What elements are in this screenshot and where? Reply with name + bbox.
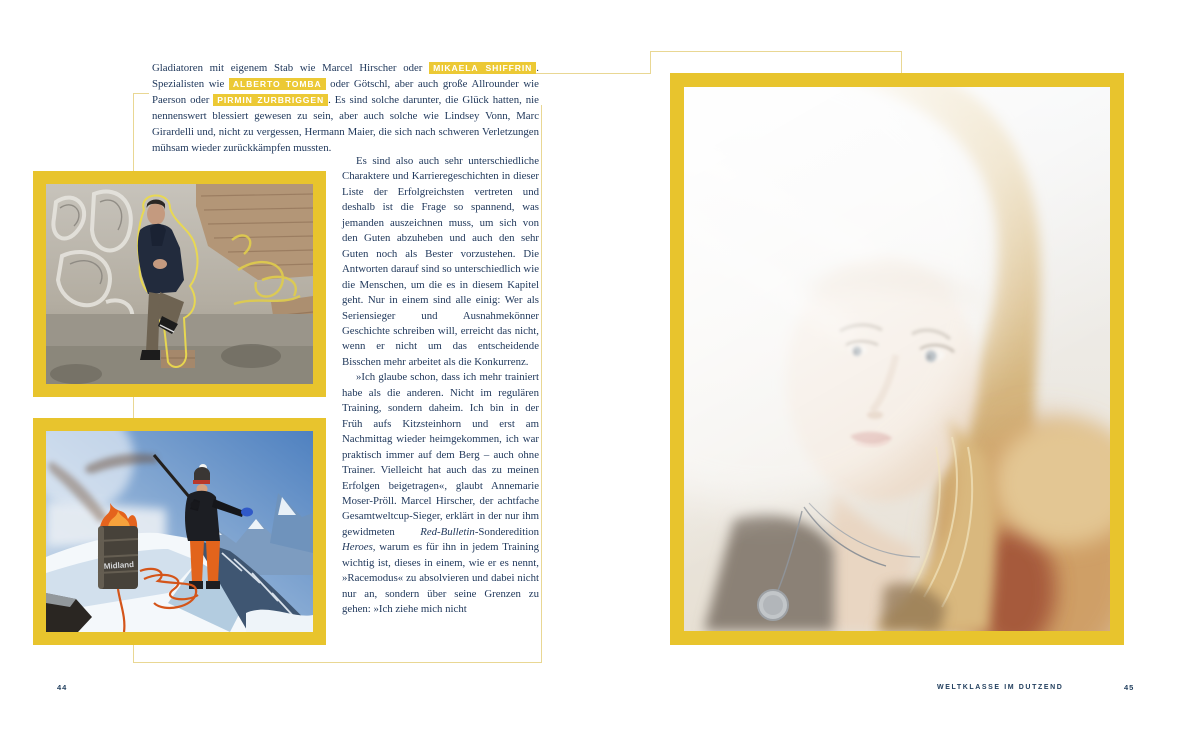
thin-line-bottom: [133, 662, 542, 663]
thin-line-column-vertical: [541, 105, 542, 663]
running-footer: WELTKLASSE IM DUTZEND: [937, 684, 1064, 691]
paragraph-characters: Es sind also auch sehr unterschiedliche Charaktere und Karrieregeschichten in dieser Liste der Erfolgreichsten vertreten und deshalb ist die Frage so spannend, was jemanden auszeichnen muss, um sich von den Guten abzuheben und auch den sehr Guten noch als Bester vorzustehen. Die Antworten darauf sind so unterschiedlich wie die Menschen, um die es in diesem Kapitel geht. Nur in einem sind alle einig: Wer als Seriensieger und Ausnahmekönner Geschichte schreiben will, erreicht das nicht, wenn er nicht um das entscheidende Bisschen mehr arbeitet als die Konkurrenz.: [342, 155, 539, 368]
body-text-column: [342, 154, 539, 618]
barrel-label: Midland: [103, 559, 135, 571]
thin-line-connector-c: [650, 51, 902, 52]
thin-line-left-tick: [133, 93, 149, 94]
blonde-portrait-illustration: [684, 87, 1110, 631]
thin-line-connector-d: [901, 51, 902, 74]
page-number-left: 44: [57, 683, 68, 692]
thin-line-connector-a: [525, 73, 651, 74]
intro-paragraph: Gladiatoren mit eigenem Stab wie Marcel Hirscher oder MIKAELA SHIFFRIN . Spezialisten wie ALBERTO TOMBA oder Götschl, aber auch große Allrounder wie Paerson oder PIRMIN ZURBRIGGEN . Es sind solche darunter, die Glück hatten, nie nennenswert blessiert gewesen zu sein, aber auch solche wie Lindsey Vonn, Marc Girardelli und, nicht zu vergessen, Hermann Maier, die sich nach schweren Verletzungen mühsam wieder zurückkämpfen mussten.: [152, 62, 539, 154]
photo-summit-fire: [33, 418, 326, 645]
paragraph-quote: »Ich glaube schon, dass ich mehr trainiert habe als die anderen. Nicht im regulären Training, sondern daheim. Ich bin in der Früh aufs Kitzsteinhorn und erst am Nachmittag wieder heimgekommen, ich war praktisch immer auf dem Berg – auch ohne Trainer. Vielleicht hat auch das zu meinen Erfolgen beigetragen«, glaubt Annemarie Moser-Pröll. Marcel Hirscher, der achtfache Gesamtweltcup-Sieger, erklärt in der nur ihm gewidmeten Red-Bulletin-Sonderedition Heroes, warum es für ihn in jedem Training wichtig ist, dieses in einem, wie er es nennt, »Racemodus« zu absolvieren und dabei nicht nur an, sondern über seine Grenzen zu gehen: »Ich ziehe mich nicht: [342, 371, 539, 616]
photo-blonde-portrait: [670, 73, 1124, 645]
thin-line-connector-b: [650, 51, 651, 74]
page-number-right: 45: [1124, 683, 1135, 692]
graffiti-portrait-illustration: [46, 184, 313, 384]
summit-fire-illustration: [46, 431, 313, 632]
photo-graffiti-portrait: [33, 171, 326, 397]
